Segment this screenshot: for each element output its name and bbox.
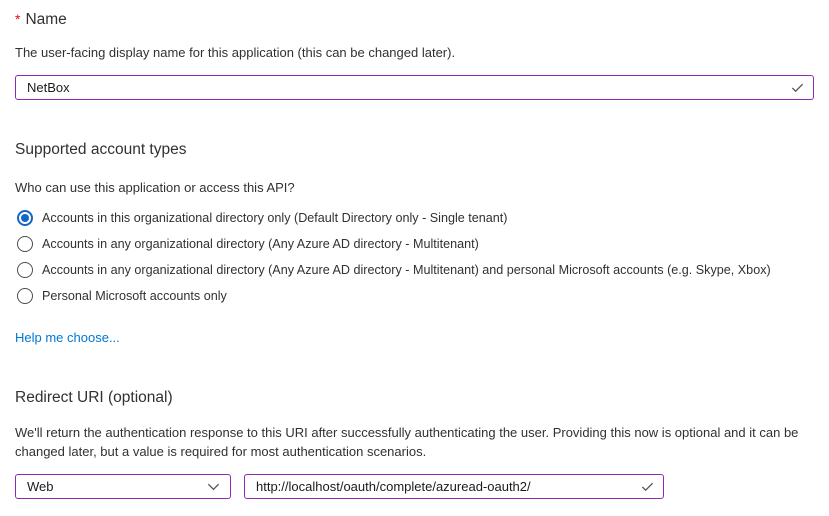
redirect-uri-input-container [244, 474, 664, 499]
redirect-uri-title: Redirect URI (optional) [15, 389, 173, 406]
radio-option-label: Accounts in any organizational directory (Any Azure AD directory - Multitenant) [42, 237, 479, 251]
radio-option-multitenant[interactable] [15, 231, 814, 257]
radio-button[interactable] [17, 236, 33, 252]
account-type-options [15, 205, 814, 309]
name-input-container [15, 75, 814, 100]
help-me-choose-link[interactable]: Help me choose... [15, 330, 120, 345]
supported-account-types-title: Supported account types [15, 141, 187, 158]
name-description: The user-facing display name for this application (this can be changed later). [15, 45, 456, 60]
radio-option-multitenant-personal[interactable] [15, 257, 814, 283]
radio-option-label: Accounts in any organizational directory (Any Azure AD directory - Multitenant) and personal Microsoft accounts (e.g. Skype, Xbox) [42, 263, 771, 277]
radio-button[interactable] [17, 210, 33, 226]
required-asterisk: * [15, 11, 21, 27]
redirect-uri-controls [15, 474, 814, 499]
redirect-uri-input[interactable] [244, 474, 664, 499]
radio-option-label: Accounts in this organizational directory only (Default Directory only - Single tenant) [42, 211, 508, 225]
name-label-text: Name [25, 11, 67, 28]
name-input[interactable] [15, 75, 814, 100]
chevron-down-icon [205, 479, 221, 495]
radio-option-personal-only[interactable] [15, 283, 814, 309]
name-section [15, 11, 814, 100]
radio-option-single-tenant[interactable] [15, 205, 814, 231]
account-types-question: Who can use this application or access this API? [15, 180, 295, 195]
redirect-uri-section [15, 389, 814, 499]
supported-account-types-section [15, 141, 814, 345]
radio-option-label: Personal Microsoft accounts only [42, 289, 227, 303]
platform-select-value: Web [27, 479, 54, 494]
radio-button[interactable] [17, 288, 33, 304]
radio-button[interactable] [17, 262, 33, 278]
platform-select[interactable] [15, 474, 231, 499]
redirect-uri-description: We'll return the authentication response to this URI after successfully authenticating the user. Providing this now is optional and it can be changed later, but a value is required for most authentication scenarios. [15, 425, 799, 459]
name-label [15, 11, 814, 29]
